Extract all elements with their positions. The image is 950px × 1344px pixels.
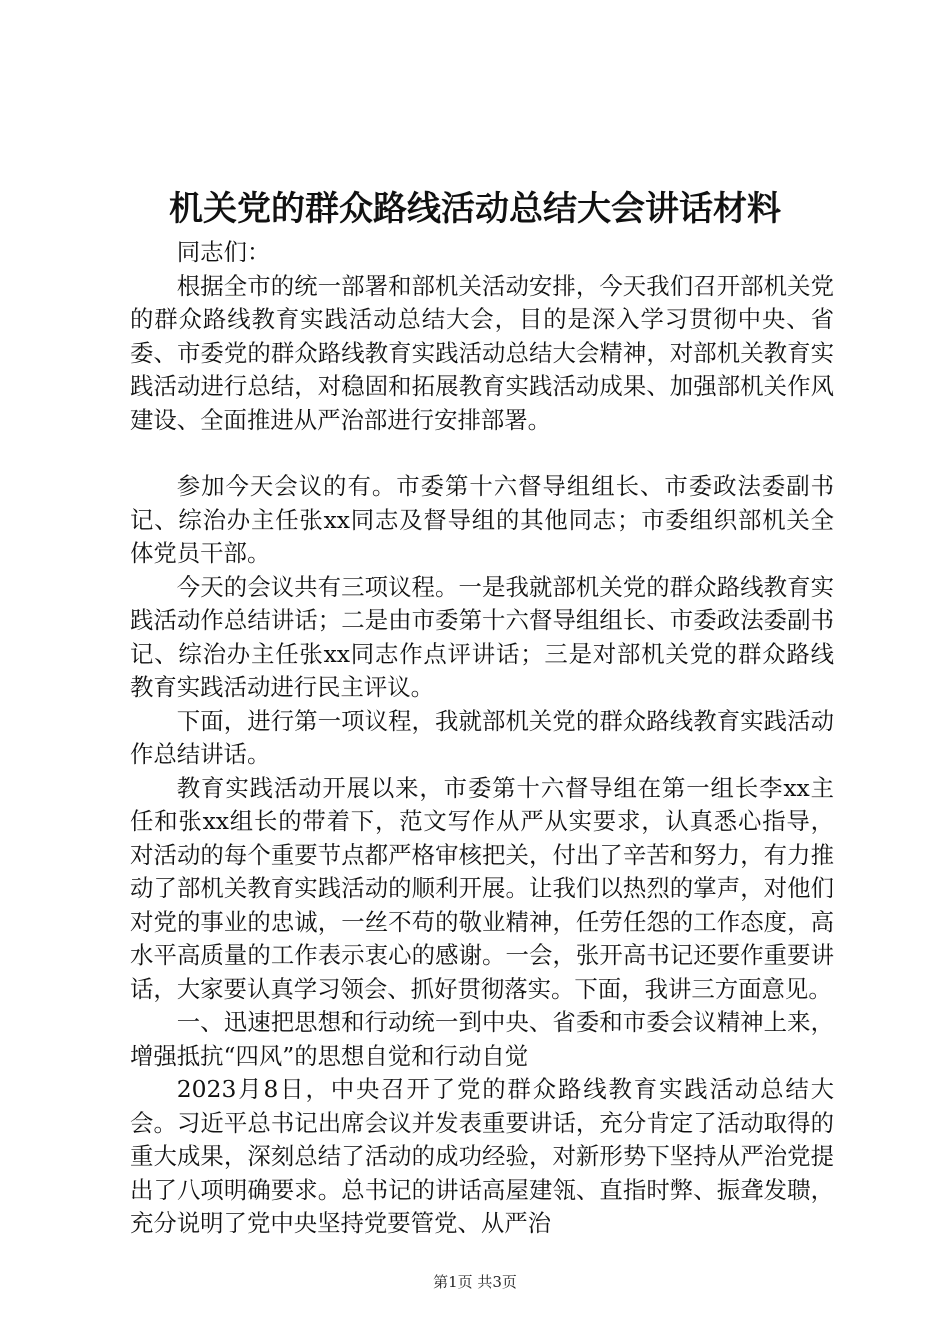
paragraph-intro: 根据全市的统一部署和部机关活动安排，今天我们召开部机关党的群众路线教育实践活动总结大会，目的是深入学习贯彻中央、省委、市委党的群众路线教育实践活动总结大会精神，对部机关教育实践活动进行总结，对稳固和拓展教育实践活动成果、加强部机关作风建设、全面推进从严治部进行安排部署。: [130, 271, 834, 434]
paragraph-thanks: 教育实践活动开展以来，市委第十六督导组在第一组长李xx主任和张xx组长的带着下，范文写作从严从实要求，认真悉心指导，对活动的每个重要节点都严格审核把关，付出了辛苦和努力，有力推动了部机关教育实践活动的顺利开展。让我们以热烈的掌声，对他们对党的事业的忠诚，一丝不苟的敬业精神，任劳任怨的工作态度，高水平高质量的工作表示衷心的感谢。一会，张开高书记还要作重要讲话，大家要认真学习领会、抓好贯彻落实。下面，我讲三方面意见。: [130, 773, 834, 1003]
paragraph-attendees: 参加今天会议的有。市委第十六督导组组长、市委政法委副书记、综治办主任张xx同志及督导组的其他同志；市委组织部机关全体党员干部。: [130, 472, 834, 567]
document-title: 机关党的群众路线活动总结大会讲话材料: [169, 189, 781, 229]
paragraph-central-meeting: 2023月8日，中央召开了党的群众路线教育实践活动总结大会。习近平总书记出席会议并发表重要讲话，充分肯定了活动取得的重大成果，深刻总结了活动的成功经验，对新形势下坚持从严治党提出了八项明确要求。总书记的讲话高屋建瓴、直指时弊、振聋发聩，充分说明了党中央坚持党要管党、从严治: [130, 1075, 834, 1237]
page-number-footer: 第1页 共3页: [433, 1273, 517, 1291]
document-body: [130, 236, 834, 1241]
section-heading-one: 一、迅速把思想和行动统一到中央、省委和市委会议精神上来，增强抵抗“四风”的思想自觉和行动自觉: [130, 1008, 834, 1070]
paragraph-agenda: 今天的会议共有三项议程。一是我就部机关党的群众路线教育实践活动作总结讲话；二是由市委第十六督导组组长、市委政法委副书记、综治办主任张xx同志作点评讲话；三是对部机关党的群众路线教育实践活动进行民主评议。: [130, 572, 834, 701]
paragraph-first-item: 下面，进行第一项议程，我就部机关党的群众路线教育实践活动作总结讲话。: [130, 706, 834, 768]
salutation: 同志们：: [176, 238, 271, 266]
